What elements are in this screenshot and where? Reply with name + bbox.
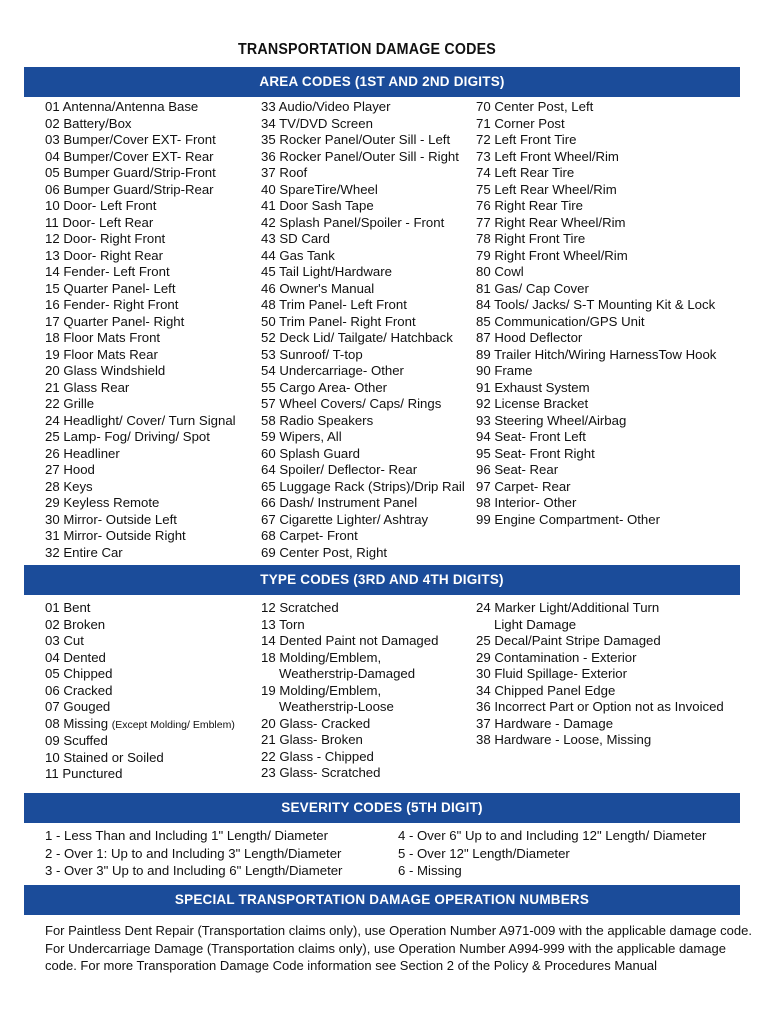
list-item: 58 Radio Speakers xyxy=(261,412,374,428)
list-item-continuation: Light Damage xyxy=(494,616,577,632)
list-item: 69 Center Post, Right xyxy=(261,544,388,560)
list-item: 72 Left Front Tire xyxy=(476,132,577,147)
list-item: 44 Gas Tank xyxy=(261,247,335,263)
list-item: 14 Fender- Left Front xyxy=(45,264,170,279)
list-item: 54 Undercarriage- Other xyxy=(261,363,404,378)
list-item: 06 Bumper Guard/Strip-Rear xyxy=(45,181,214,197)
list-item: 53 Sunroof/ T-top xyxy=(261,346,363,362)
list-item: 29 Keyless Remote xyxy=(45,495,160,510)
area-codes-header: AREA CODES (1ST AND 2ND DIGITS) xyxy=(24,67,740,97)
type-codes-column-3 xyxy=(476,600,724,749)
list-item: 94 Seat- Front Left xyxy=(476,429,586,444)
list-item: 65 Luggage Rack (Strips)/Drip Rail xyxy=(261,478,465,494)
list-item: 36 Incorrect Part or Option not as Invoiced xyxy=(476,699,724,714)
list-item: 13 Torn xyxy=(261,616,305,632)
list-item: 25 Lamp- Fog/ Driving/ Spot xyxy=(45,429,210,444)
list-item: 92 License Bracket xyxy=(476,396,589,411)
list-item: 18 Molding/Emblem, xyxy=(261,649,382,665)
list-item: 36 Rocker Panel/Outer Sill - Right xyxy=(261,148,459,164)
list-item: 10 Stained or Soiled xyxy=(45,749,164,765)
area-codes-column-1 xyxy=(45,99,236,561)
list-item: 50 Trim Panel- Right Front xyxy=(261,313,416,329)
list-item: 74 Left Rear Tire xyxy=(476,165,575,180)
list-item: 33 Audio/Video Player xyxy=(261,99,391,114)
list-item: 12 Door- Right Front xyxy=(45,231,166,246)
list-item: 28 Keys xyxy=(45,478,93,494)
list-item: 37 Roof xyxy=(261,165,308,180)
list-item: 42 Splash Panel/Spoiler - Front xyxy=(261,214,445,230)
note-line: For Undercarriage Damage (Transportation claims only), use Operation Number A994-999 with the applicable damage xyxy=(45,940,726,956)
list-item: 80 Cowl xyxy=(476,264,524,279)
list-item: 59 Wipers, All xyxy=(261,429,342,444)
type-codes-column-1 xyxy=(45,600,235,783)
list-item: 03 Bumper/Cover EXT- Front xyxy=(45,132,216,147)
list-item: 25 Decal/Paint Stripe Damaged xyxy=(476,633,661,648)
list-item: 76 Right Rear Tire xyxy=(476,198,584,213)
list-item: 13 Door- Right Rear xyxy=(45,247,164,263)
list-item-label: 08 Missing xyxy=(45,715,109,731)
page-title: TRANSPORTATION DAMAGE CODES xyxy=(238,41,496,58)
list-item: 64 Spoiler/ Deflector- Rear xyxy=(261,462,418,477)
list-item: 31 Mirror- Outside Right xyxy=(45,528,186,543)
list-item: 05 Chipped xyxy=(45,666,113,681)
list-item: 46 Owner's Manual xyxy=(261,280,375,296)
list-item: 10 Door- Left Front xyxy=(45,198,157,213)
list-item: 75 Left Rear Wheel/Rim xyxy=(476,181,617,197)
list-item: 48 Trim Panel- Left Front xyxy=(261,297,407,312)
list-item: 21 Glass Rear xyxy=(45,379,130,395)
list-item: 18 Floor Mats Front xyxy=(45,330,161,345)
list-item: 91 Exhaust System xyxy=(476,379,590,395)
list-item: 73 Left Front Wheel/Rim xyxy=(476,148,619,164)
list-item: 11 Punctured xyxy=(45,766,123,781)
list-item: 55 Cargo Area- Other xyxy=(261,379,388,395)
list-item: 68 Carpet- Front xyxy=(261,528,358,543)
list-item: 6 - Missing xyxy=(398,863,462,878)
list-item: 19 Molding/Emblem, xyxy=(261,682,382,698)
list-item: 79 Right Front Wheel/Rim xyxy=(476,247,628,263)
list-item: 22 Glass - Chipped xyxy=(261,748,374,764)
list-item-continuation: Weatherstrip-Loose xyxy=(279,699,394,714)
list-item: 93 Steering Wheel/Airbag xyxy=(476,412,627,428)
list-item: 77 Right Rear Wheel/Rim xyxy=(476,214,626,230)
list-item: 27 Hood xyxy=(45,462,95,477)
area-codes-column-3 xyxy=(476,99,716,528)
list-item: 45 Tail Light/Hardware xyxy=(261,264,392,279)
list-item: 07 Gouged xyxy=(45,699,111,714)
list-item: 04 Dented xyxy=(45,649,106,665)
type-codes-column-2 xyxy=(261,600,438,782)
type-codes-header: TYPE CODES (3RD AND 4TH DIGITS) xyxy=(24,565,740,595)
list-item: 03 Cut xyxy=(45,633,84,648)
list-item: 70 Center Post, Left xyxy=(476,99,594,114)
list-item: 01 Antenna/Antenna Base xyxy=(45,99,199,114)
list-item: 2 - Over 1: Up to and Including 3" Length/Diameter xyxy=(45,845,342,861)
list-item: 26 Headliner xyxy=(45,445,120,461)
list-item: 57 Wheel Covers/ Caps/ Rings xyxy=(261,396,442,411)
list-item: 32 Entire Car xyxy=(45,544,123,560)
list-item-continuation: Weatherstrip-Damaged xyxy=(279,666,416,681)
missing-note: (Except Molding/ Emblem) xyxy=(111,718,235,731)
list-item: 11 Door- Left Rear xyxy=(45,214,154,230)
list-item: 30 Mirror- Outside Left xyxy=(45,511,177,527)
list-item: 20 Glass- Cracked xyxy=(261,715,371,731)
list-item: 01 Bent xyxy=(45,600,91,615)
list-item: 19 Floor Mats Rear xyxy=(45,346,158,362)
note-line: code. For more Transporation Damage Code information see Section 2 of the Policy & Procedures Manual xyxy=(45,958,658,973)
list-item: 09 Scuffed xyxy=(45,733,108,748)
list-item: 96 Seat- Rear xyxy=(476,462,559,477)
list-item: 84 Tools/ Jacks/ S-T Mounting Kit & Lock xyxy=(476,297,716,312)
severity-codes-header: SEVERITY CODES (5TH DIGIT) xyxy=(24,793,740,823)
list-item: 97 Carpet- Rear xyxy=(476,478,571,494)
special-operations-text xyxy=(45,922,752,975)
list-item: 37 Hardware - Damage xyxy=(476,715,614,731)
list-item: 17 Quarter Panel- Right xyxy=(45,313,185,329)
note-line: For Paintless Dent Repair (Transportation claims only), use Operation Number A971-009 with the applicable damage code. xyxy=(45,923,752,938)
list-item: 60 Splash Guard xyxy=(261,445,360,461)
list-item: 4 - Over 6" Up to and Including 12" Length/ Diameter xyxy=(398,828,707,843)
list-item: 12 Scratched xyxy=(261,600,339,615)
list-item: 71 Corner Post xyxy=(476,115,565,131)
list-item: 89 Trailer Hitch/Wiring HarnessTow Hook xyxy=(476,346,717,362)
list-item: 95 Seat- Front Right xyxy=(476,445,595,461)
severity-codes-column-1 xyxy=(45,827,342,880)
list-item: 87 Hood Deflector xyxy=(476,330,583,345)
list-item: 21 Glass- Broken xyxy=(261,732,363,747)
list-item: 24 Marker Light/Additional Turn xyxy=(476,600,660,615)
list-item: 15 Quarter Panel- Left xyxy=(45,280,176,296)
list-item: 38 Hardware - Loose, Missing xyxy=(476,732,652,747)
list-item: 34 TV/DVD Screen xyxy=(261,115,373,131)
list-item: 29 Contamination - Exterior xyxy=(476,649,637,665)
list-item: 02 Broken xyxy=(45,616,106,632)
list-item: 34 Chipped Panel Edge xyxy=(476,682,616,698)
list-item: 85 Communication/GPS Unit xyxy=(476,313,645,329)
list-item: 35 Rocker Panel/Outer Sill - Left xyxy=(261,132,451,147)
list-item: 40 SpareTire/Wheel xyxy=(261,181,378,197)
list-item: 99 Engine Compartment- Other xyxy=(476,511,660,527)
list-item: 20 Glass Windshield xyxy=(45,363,166,378)
special-operations-header: SPECIAL TRANSPORTATION DAMAGE OPERATION NUMBERS xyxy=(24,885,740,915)
list-item: 16 Fender- Right Front xyxy=(45,297,179,312)
list-item: 24 Headlight/ Cover/ Turn Signal xyxy=(45,412,236,428)
list-item: 22 Grille xyxy=(45,396,95,411)
list-item: 98 Interior- Other xyxy=(476,495,577,510)
list-item: 04 Bumper/Cover EXT- Rear xyxy=(45,148,214,164)
list-item: 23 Glass- Scratched xyxy=(261,765,381,780)
list-item: 05 Bumper Guard/Strip-Front xyxy=(45,165,216,180)
list-item: 30 Fluid Spillage- Exterior xyxy=(476,666,627,681)
list-item: 81 Gas/ Cap Cover xyxy=(476,280,589,296)
list-item: 14 Dented Paint not Damaged xyxy=(261,633,439,648)
list-item xyxy=(45,716,235,734)
list-item: 3 - Over 3" Up to and Including 6" Length/Diameter xyxy=(45,863,343,878)
list-item: 1 - Less Than and Including 1" Length/ Diameter xyxy=(45,828,329,843)
list-item: 78 Right Front Tire xyxy=(476,231,586,246)
list-item: 67 Cigarette Lighter/ Ashtray xyxy=(261,511,429,527)
list-item: 02 Battery/Box xyxy=(45,115,132,131)
list-item: 52 Deck Lid/ Tailgate/ Hatchback xyxy=(261,330,453,345)
list-item: 5 - Over 12" Length/Diameter xyxy=(398,845,570,861)
list-item: 66 Dash/ Instrument Panel xyxy=(261,495,418,510)
list-item: 90 Frame xyxy=(476,363,533,378)
list-item: 06 Cracked xyxy=(45,682,113,698)
area-codes-column-2 xyxy=(261,99,465,561)
list-item: 43 SD Card xyxy=(261,231,330,246)
severity-codes-column-2 xyxy=(398,827,706,880)
list-item: 41 Door Sash Tape xyxy=(261,198,374,213)
